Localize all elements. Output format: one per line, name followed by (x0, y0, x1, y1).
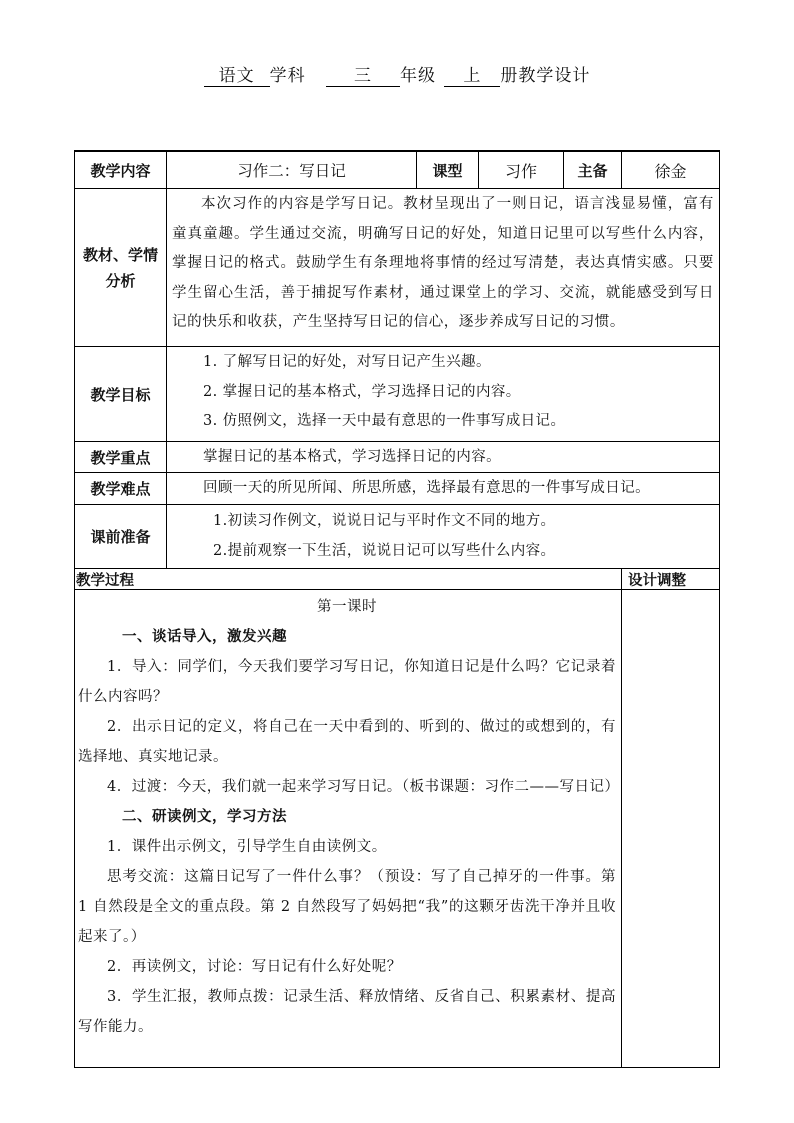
lesson-title: 第一课时 (317, 599, 377, 615)
section-heading: 一、谈话导入，激发兴趣 (122, 629, 287, 645)
grade-suffix: 年级 (400, 66, 436, 86)
analysis-text-cell (172, 190, 714, 345)
lesson-type-value: 习作 (504, 161, 537, 181)
lesson-type-label: 课型 (432, 161, 463, 180)
analysis-label: 教材、学情分析 (83, 245, 159, 290)
difficulty-cell (167, 473, 719, 504)
lead-teacher-value: 徐金 (654, 161, 687, 181)
subject-suffix: 学科 (269, 66, 306, 86)
section-heading: 二、研读例文，学习方法 (122, 809, 287, 825)
goal-item: 1. 了解写日记的好处，对写日记产生兴趣。 (203, 354, 491, 370)
focus-cell (167, 442, 719, 472)
process-label: 教学过程 (76, 572, 134, 589)
adjust-label: 设计调整 (628, 572, 686, 589)
teaching-content-label: 教学内容 (90, 161, 151, 180)
process-paragraph: 1．课件出示例文，引导学生自由读例文。 (107, 839, 387, 855)
process-body (78, 592, 620, 1066)
difficulty-label: 教学难点 (90, 480, 151, 498)
process-paragraph: 2．再读例文，讨论：写日记有什么好处呢？ (107, 959, 402, 975)
prep-label: 课前准备 (90, 528, 151, 546)
lead-teacher-label: 主备 (577, 161, 608, 180)
process-paragraph: 2．出示日记的定义，将自己在一天中看到的、听到的、做过的或想到的，有选择地、真实地记录。 (78, 719, 616, 765)
process-paragraph: 4．过渡：今天，我们就一起来学习写日记。（板书课题：习作二——写日记） (107, 779, 620, 795)
goal-item: 2. 掌握日记的基本格式，学习选择日记的内容。 (203, 383, 521, 400)
goals-list (167, 348, 719, 440)
term-suffix: 册教学设计 (500, 66, 591, 86)
prep-list (167, 505, 719, 568)
prep-item: 1.初读习作例文，说说日记与平时作文不同的地方。 (213, 513, 556, 529)
term-field: 上 (444, 66, 500, 87)
difficulty-text: 回顾一天的所见所闻、所思所感，选择最有意思的一件事写成日记。 (203, 480, 650, 496)
page-title (0, 66, 794, 87)
teaching-content-value: 习作二：写日记 (237, 162, 346, 180)
focus-label: 教学重点 (90, 448, 151, 467)
goal-item: 3. 仿照例文，选择一天中最有意思的一件事写成日记。 (203, 413, 566, 429)
prep-item: 2.提前观察一下生活，说说日记可以写些什么内容。 (213, 542, 556, 559)
process-paragraph: 3．学生汇报，教师点拨：记录生活、释放情绪、反省自己、积累素材、提高写作能力。 (78, 989, 616, 1035)
goals-label: 教学目标 (90, 385, 151, 404)
focus-text: 掌握日记的基本格式，学习选择日记的内容。 (203, 449, 501, 465)
subject-field: 语文 (204, 66, 270, 87)
analysis-text: 本次习作的内容是学写日记。教材呈现出了一则日记，语言浅显易懂，富有童真童趣。学生通过交流，明确写日记的好处，知道日记里可以写些什么内容，掌握日记的格式。鼓励学生有条理地将事情的经过写清楚，表达真情实感。只要学生留心生活，善于捕捉写作素材，通过课堂上的学习、交流，就能感受到写日记的快乐和收获，产生坚持写日记的信心，逐步养成写日记的习惯。 (172, 196, 714, 330)
process-paragraph: 1．导入：同学们，今天我们要学习写日记，你知道日记是什么吗？它记录着什么内容吗？ (78, 659, 616, 705)
grade-field: 三 (326, 66, 400, 87)
process-paragraph: 思考交流：这篇日记写了一件什么事？（预设：写了自己掉牙的一件事。第 1 自然段是全文的重点段。第 2 自然段写了妈妈把“我”的这颗牙齿洗干净并且收起来了。） (78, 869, 616, 945)
